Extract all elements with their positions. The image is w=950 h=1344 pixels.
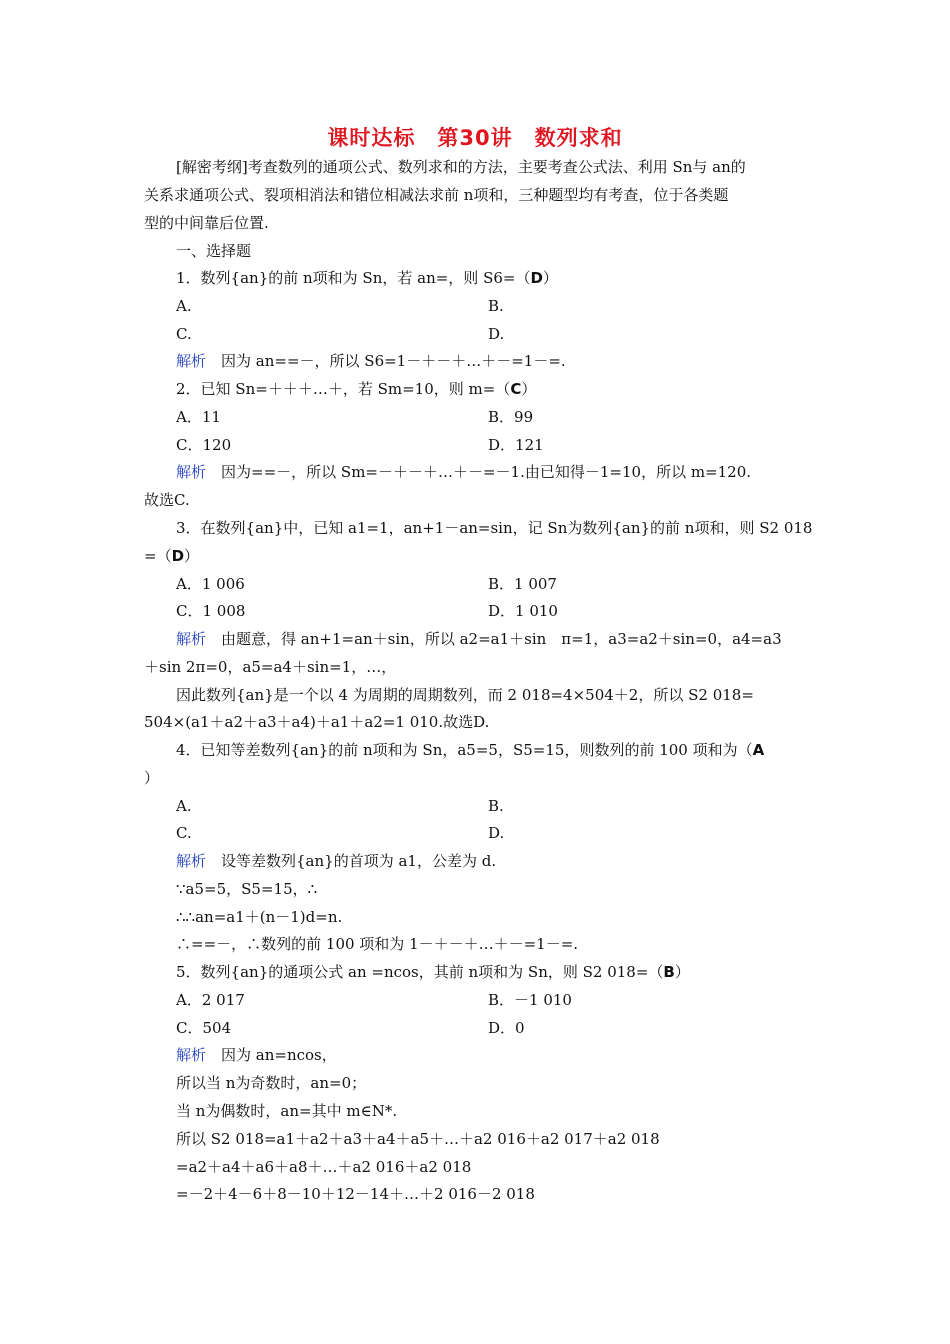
q1-option-c: C. xyxy=(176,325,192,343)
q1-solution-line-1: 解析 因为 an==－，所以 S6=1－＋－＋…＋－=1－=. xyxy=(176,352,566,370)
q4-option-c: C. xyxy=(176,824,192,842)
analysis-label: 解析 xyxy=(176,630,207,648)
q4-option-d: D. xyxy=(488,824,505,842)
q3-option-b: B．1 007 xyxy=(488,575,557,593)
analysis-label: 解析 xyxy=(176,352,207,370)
q2-solution-line-1: 解析 因为==－，所以 Sm=－＋－＋…＋－=－1.由已知得－1=10，所以 m=120. xyxy=(176,463,752,481)
q4-solution-line-3: ∴∴an=a1＋(n－1)d=n. xyxy=(176,908,343,926)
q2-answer: C xyxy=(510,380,522,398)
q1-option-a: A. xyxy=(176,297,192,315)
question-1-stem xyxy=(176,268,558,288)
q4-option-b: B. xyxy=(488,797,504,815)
q5-solution-line-1: 解析 因为 an=ncos， xyxy=(176,1046,337,1064)
q3-solution-line-4: 504×(a1＋a2＋a3＋a4)＋a1＋a2=1 010.故选D. xyxy=(144,713,490,731)
q3-solution-line-2: ＋sin 2π=0，a5=a4＋sin=1，…， xyxy=(144,658,397,676)
q2-option-a: A．11 xyxy=(176,408,221,426)
q5-option-b: B．－1 010 xyxy=(488,991,572,1009)
q4-option-a: A. xyxy=(176,797,192,815)
q4-answer: A xyxy=(752,741,765,759)
q2-option-d: D．121 xyxy=(488,436,544,454)
section-heading: 一、选择题 xyxy=(176,242,252,260)
intro-line-1: [解密考纲]考查数列的通项公式、数列求和的方法，主要考查公式法、利用 Sn与 an的 xyxy=(176,158,746,176)
question-3-stem-cont: =（D） xyxy=(144,547,200,565)
intro-line-2: 关系求通项公式、裂项相消法和错位相减法求前 n项和，三种题型均有考查，位于各类题 xyxy=(144,186,729,204)
q4-solution-line-4: ∴==－，∴数列的前 100 项和为 1－＋－＋…＋－=1－=. xyxy=(176,935,579,953)
q5-solution-line-3: 当 n为偶数时，an=其中 m∈N*. xyxy=(176,1102,398,1120)
q1-option-b: B. xyxy=(488,297,504,315)
question-5-stem: 5．数列{an}的通项公式 an =ncos，其前 n项和为 Sn，则 S2 018=（B） xyxy=(176,963,690,981)
q5-answer: B xyxy=(663,963,675,981)
q1-answer: D xyxy=(530,269,543,287)
q2-stem-close: ） xyxy=(521,380,537,398)
q3-solution-line-3: 因此数列{an}是一个以 4 为周期的周期数列，而 2 018=4×504＋2，所以 S2 018= xyxy=(176,686,754,704)
q5-option-a: A．2 017 xyxy=(176,991,245,1009)
q3-option-d: D．1 010 xyxy=(488,602,558,620)
q2-option-b: B．99 xyxy=(488,408,534,426)
q1-option-d: D. xyxy=(488,325,505,343)
q5-solution-line-6: =－2＋4－6＋8－10＋12－14＋…＋2 016－2 018 xyxy=(176,1185,535,1203)
q3-option-a: A．1 006 xyxy=(176,575,245,593)
q3-solution-line-1: 解析 由题意，得 an+1=an＋sin，所以 a2=a1＋sin π=1，a3=a2＋sin=0，a4=a3 xyxy=(176,630,782,648)
q5-option-d: D．0 xyxy=(488,1019,525,1037)
q4-solution-line-1: 解析 设等差数列{an}的首项为 a1，公差为 d. xyxy=(176,852,497,870)
intro-line-3: 型的中间靠后位置. xyxy=(144,214,269,232)
q4-solution-line-2: ∵a5=5，S5=15，∴ xyxy=(176,880,318,898)
question-3-stem: 3．在数列{an}中，已知 a1=1，an+1－an=sin，记 Sn为数列{an}的前 n项和，则 S2 018 xyxy=(176,519,813,537)
q3-answer: D xyxy=(171,547,185,565)
q5-solution-line-4: 所以 S2 018=a1＋a2＋a3＋a4＋a5＋…＋a2 016＋a2 017＋a2 018 xyxy=(176,1130,660,1148)
q1-stem-close: ） xyxy=(542,269,558,287)
analysis-label: 解析 xyxy=(176,1046,207,1064)
question-2-stem xyxy=(176,379,536,399)
question-4-stem-close: ） xyxy=(144,769,160,787)
q5-option-c: C．504 xyxy=(176,1019,232,1037)
q2-solution-line-2: 故选C. xyxy=(144,491,190,509)
q2-stem-text: 2．已知 Sn=＋＋＋…＋，若 Sm=10，则 m=（ xyxy=(176,380,511,398)
question-4-stem: 4．已知等差数列{an}的前 n项和为 Sn，a5=5，S5=15，则数列的前 100 项和为（A xyxy=(176,741,765,759)
page-title: 课时达标 第30讲 数列求和 xyxy=(327,126,623,150)
analysis-label: 解析 xyxy=(176,852,207,870)
analysis-label: 解析 xyxy=(176,463,207,481)
q5-solution-line-2: 所以当 n为奇数时，an=0； xyxy=(176,1074,367,1092)
q3-option-c: C．1 008 xyxy=(176,602,246,620)
q2-option-c: C．120 xyxy=(176,436,232,454)
q5-solution-line-5: =a2＋a4＋a6＋a8＋…＋a2 016＋a2 018 xyxy=(176,1158,472,1176)
q1-stem-text: 1．数列{an}的前 n项和为 Sn，若 an=，则 S6=（ xyxy=(176,269,531,287)
